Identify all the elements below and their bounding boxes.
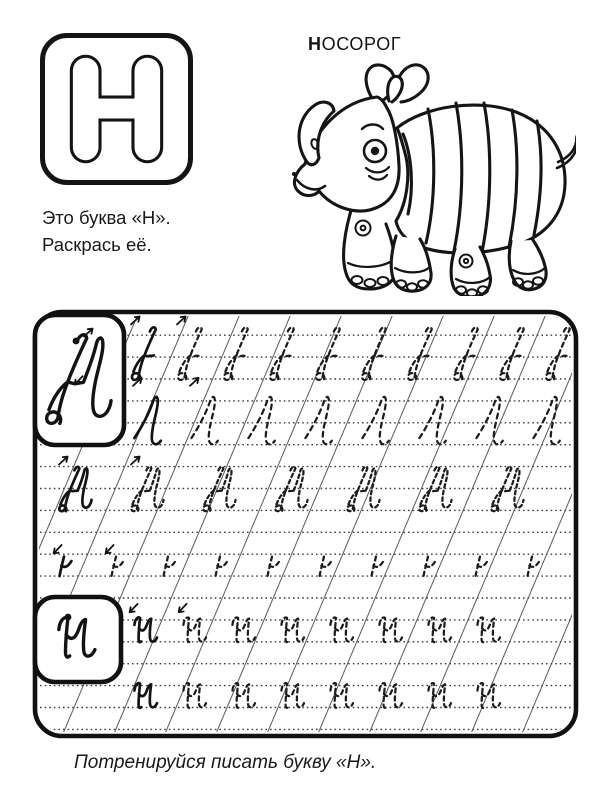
model-letter-box-uppercase	[35, 315, 124, 445]
model-letter-box-lowercase	[35, 597, 121, 682]
stroke-start-dot	[65, 614, 72, 621]
rhino-leg	[344, 204, 396, 289]
stroke-start-dot	[73, 338, 80, 345]
title-first-letter: Н	[308, 34, 322, 54]
instruction-text	[42, 204, 171, 258]
title-rest: ОСОРОГ	[321, 34, 402, 54]
rhino-illustration	[256, 56, 576, 296]
bubble-letter-N	[69, 54, 164, 164]
page-title	[308, 34, 401, 55]
bottom-caption: Потренируйся писать букву «Н».	[74, 752, 377, 773]
instruction-line-2: Раскрась её.	[42, 234, 152, 255]
rhino-leg	[509, 240, 546, 290]
practice-panel	[28, 305, 583, 745]
letter-card	[40, 33, 193, 185]
instruction-line-1: Это буква «Н».	[42, 207, 171, 228]
